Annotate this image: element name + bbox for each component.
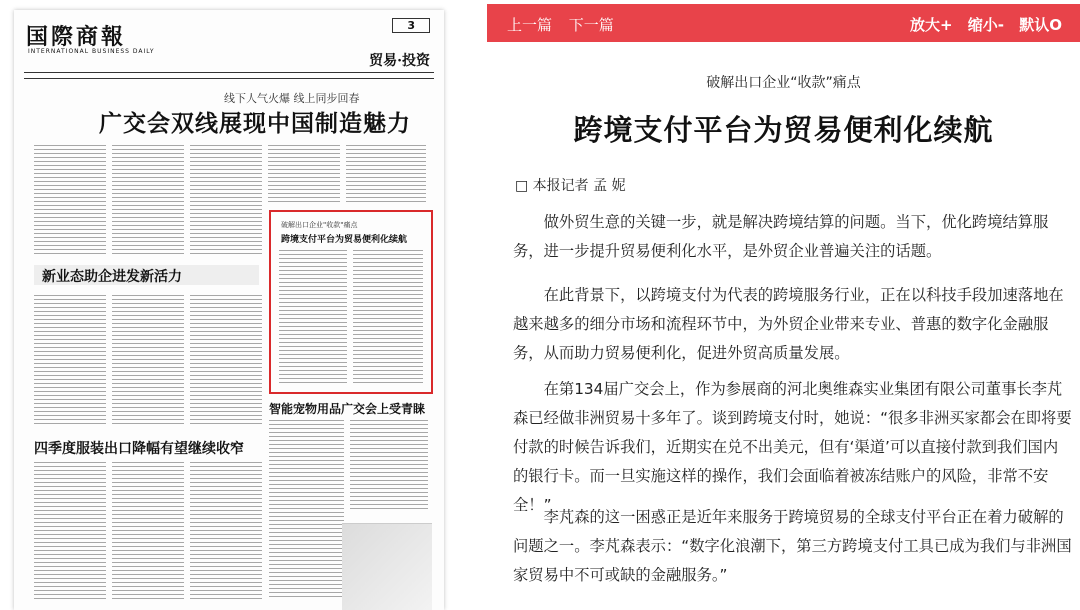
- page-number: 3: [392, 18, 430, 33]
- article-paragraph: 李芃森的这一困惑正是近年来服务于跨境贸易的全球支付平台正在着力破解的问题之一。李芃森表示：“数字化浪潮下，第三方跨境支付工具已成为我们与非洲国家贸易中不可或缺的金融服务。”: [513, 508, 1072, 584]
- zoom-in-button[interactable]: 放大+: [909, 16, 953, 34]
- next-article-link[interactable]: 下一篇: [568, 16, 614, 34]
- zoom-controls: [900, 14, 1062, 35]
- text-column: [34, 462, 106, 602]
- text-column: [346, 145, 426, 205]
- kicker-top: 线下人气火爆 线上同步回春: [224, 92, 360, 105]
- text-column: [268, 145, 340, 205]
- divider: [24, 72, 434, 73]
- prev-article-link[interactable]: 上一篇: [507, 16, 553, 34]
- text-column: [350, 420, 428, 510]
- newspaper-masthead: 国際商報: [26, 24, 127, 50]
- text-column: [279, 250, 347, 384]
- text-column: [34, 295, 106, 425]
- article-paragraph: 在此背景下，以跨境支付为代表的跨境服务行业，正在以科技手段加速落地在越来越多的细分市场和流程环节中，为外贸企业带来专业、普惠的数字化金融服务，从而助力贸易便利化，促进外贸高质量发展。: [513, 286, 1064, 362]
- article-title: 跨境支付平台为贸易便利化续航: [573, 113, 994, 147]
- article-subtitle: 破解出口企业“收款”痛点: [706, 75, 861, 91]
- divider: [24, 78, 434, 79]
- article-paragraph: 做外贸生意的关键一步，就是解决跨境结算的问题。当下，优化跨境结算服务，进一步提升贸易便利化水平，是外贸企业普遍关注的话题。: [513, 213, 1049, 260]
- highlight-kicker: 破解出口企业"收款"痛点: [281, 221, 358, 229]
- article-byline: □ 本报记者 孟 妮: [515, 178, 626, 194]
- text-column: [112, 462, 184, 602]
- text-column: [112, 145, 184, 255]
- article-panel: [487, 0, 1080, 598]
- newspaper-masthead-en: INTERNATIONAL BUSINESS DAILY: [28, 48, 155, 55]
- text-column: [269, 420, 344, 600]
- newspaper-panel: [0, 0, 460, 598]
- highlighted-article[interactable]: [269, 210, 433, 394]
- headline-main: 广交会双线展现中国制造魅力: [99, 110, 411, 137]
- text-column: [34, 145, 106, 255]
- article-paragraph: 在第134届广交会上，作为参展商的河北奥维森实业集团有限公司董事长李芃森已经做非洲贸易十多年了。谈到跨境支付时，她说：“很多非洲买家都会在即将要付款的时候告诉我们，近期实在兑不出美元，但有‘渠道’可以直接付款到我们国内的银行卡。而一旦实施这样的操作，我们会面临着被冻结账户的风险，非常不安全！”: [513, 380, 1072, 514]
- article-photo: [342, 523, 432, 610]
- section-name: 贸易·投资: [369, 53, 430, 69]
- headline-4: 四季度服装出口降幅有望继续收窄: [34, 441, 244, 457]
- text-column: [353, 250, 423, 384]
- zoom-reset-button[interactable]: 默认O: [1019, 16, 1062, 34]
- article-nav: [507, 14, 626, 35]
- newspaper-page: [14, 10, 444, 610]
- headline-2: 新业态助企进发新活力: [42, 269, 182, 285]
- headline-3: 智能宠物用品广交会上受青睐: [269, 402, 426, 416]
- text-column: [190, 145, 262, 255]
- zoom-out-button[interactable]: 缩小-: [967, 16, 1004, 34]
- text-column: [190, 462, 262, 602]
- highlight-title: 跨境支付平台为贸易便利化续航: [281, 235, 408, 245]
- text-column: [190, 295, 262, 425]
- text-column: [112, 295, 184, 425]
- reader-toolbar: [487, 4, 1080, 42]
